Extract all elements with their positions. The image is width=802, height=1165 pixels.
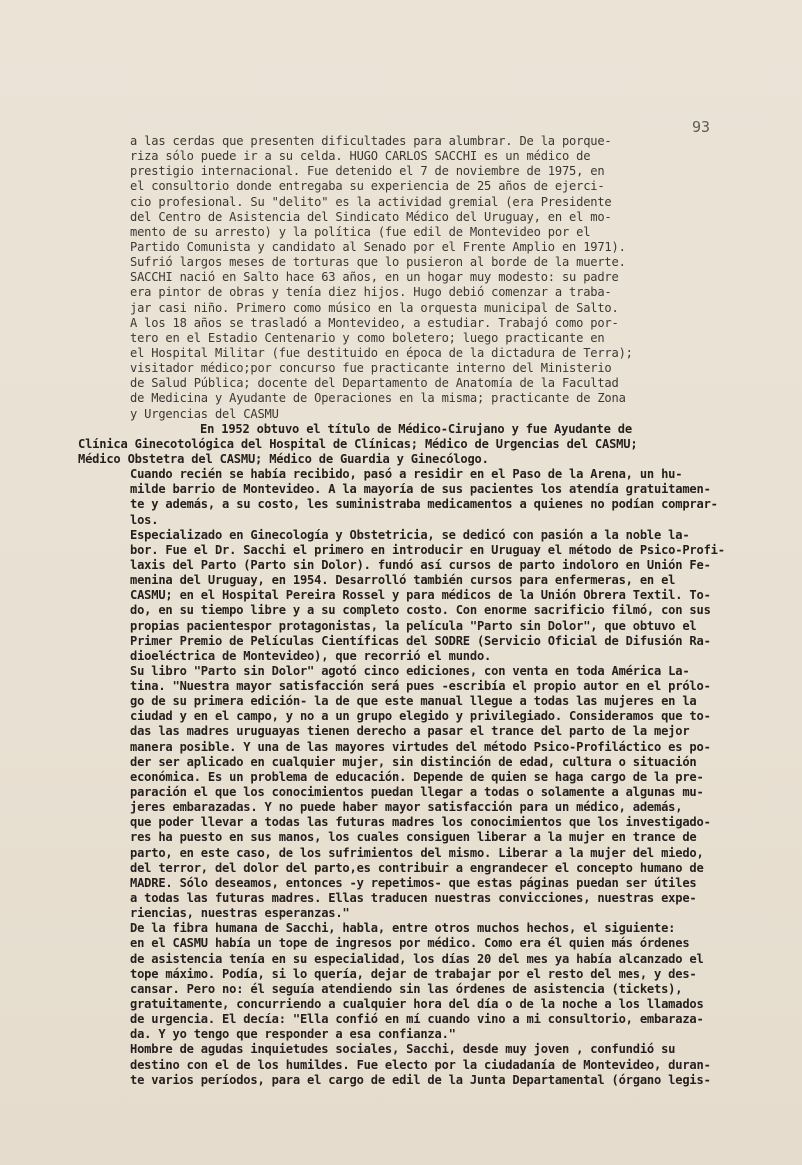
text-line: te y además, a su costo, les suministraba medicamentos a quienes no podían comprar- (130, 497, 718, 512)
text-line: era pintor de obras y tenía diez hijos. Hugo debió comenzar a traba- (130, 285, 612, 300)
text-line: milde barrio de Montevideo. A la mayoría de sus pacientes los atendía gratuitamen- (130, 482, 711, 497)
text-line: laxis del Parto (Parto sin Dolor). fundó así cursos de parto indoloro en Unión Fe- (130, 557, 711, 572)
text-line: der ser aplicado en cualquier mujer, sin distinción de edad, cultura o situación (130, 754, 697, 769)
text-line: gratuitamente, concurriendo a cualquier hora del día o de la noche a los llamados (130, 997, 704, 1012)
body-text (78, 134, 782, 1088)
text-line: Hombre de agudas inquietudes sociales, Sacchi, desde muy joven , confundió su (130, 1042, 676, 1057)
text-line: Sufrió largos meses de torturas que lo pusieron al borde de la muerte. (130, 255, 626, 270)
text-line: menina del Uruguay, en 1954. Desarrolló también cursos para enfermeras, en el (130, 573, 676, 588)
text-line: el Hospital Militar (fue destituido en época de la dictadura de Terra); (130, 345, 633, 360)
text-line: parto, en este caso, de los sufrimientos del mismo. Liberar a la mujer del miedo, (130, 845, 704, 860)
text-line: el consultorio donde entregaba su experiencia de 25 años de ejerci- (130, 179, 605, 194)
text-line: prestigio internacional. Fue detenido el 7 de noviembre de 1975, en (130, 164, 605, 179)
text-line: da. Y yo tengo que responder a esa confianza." (130, 1027, 456, 1042)
text-line: los. (130, 512, 159, 527)
text-line: visitador médico;por concurso fue practicante interno del Ministerio (130, 361, 612, 376)
text-line: De la fibra humana de Sacchi, habla, entre otros muchos hechos, el siguiente: (130, 921, 676, 936)
text-line: jeres embarazadas. Y no puede haber mayor satisfacción para un médico, además, (130, 800, 683, 815)
paragraph (130, 134, 782, 422)
text-line: cio profesional. Su "delito" es la actividad gremial (era Presidente (130, 194, 612, 209)
text-line: Primer Premio de Películas Científicas del SODRE (Servicio Oficial de Difusión Ra- (130, 633, 711, 648)
text-line: que poder llevar a todas las futuras madres los conocimientos que los investigado- (130, 815, 711, 830)
text-line: mento de su arresto) y la política (fue edil de Montevideo por el (130, 224, 591, 239)
text-line: Médico Obstetra del CASMU; Médico de Guardia y Ginecólogo. (78, 451, 489, 466)
text-line: do, en su tiempo libre y a su completo costo. Con enorme sacrificio filmó, con sus (130, 603, 711, 618)
text-line: tero en el Estadio Centenario y como boletero; luego practicante en (130, 330, 605, 345)
text-line: de Salud Pública; docente del Departamento de Anatomía de la Facultad (130, 376, 619, 391)
text-line: en el CASMU había un tope de ingresos por médico. Como era él quien más órdenes (130, 936, 690, 951)
text-line: paración el que los conocimientos puedan llegar a todas o solamente a algunas mu- (130, 785, 704, 800)
text-line: destino con el de los humildes. Fue electo por la ciudadanía de Montevideo, duran- (130, 1057, 711, 1072)
text-line: riza sólo puede ir a su celda. HUGO CARLOS SACCHI es un médico de (130, 149, 591, 164)
text-line: das las madres uruguayas tienen derecho a pasar el trance del parto de la mejor (130, 724, 690, 739)
text-line: de asistencia tenía en su especialidad, los días 20 del mes ya había alcanzado el (130, 951, 704, 966)
text-line: de Medicina y Ayudante de Operaciones en la misma; practicante de Zona (130, 391, 626, 406)
text-line: Su libro "Parto sin Dolor" agotó cinco ediciones, con venta en toda América La- (130, 663, 690, 678)
text-line: económica. Es un problema de educación. Depende de quien se haga cargo de la pre- (130, 769, 704, 784)
text-line: tina. "Nuestra mayor satisfacción será pues -escribía el propio autor en el prólo- (130, 679, 711, 694)
text-line: Cuando recién se había recibido, pasó a residir en el Paso de la Arena, un hu- (130, 467, 683, 482)
text-line: propias pacientespor protagonistas, la película "Parto sin Dolor", que obtuvo el (130, 618, 697, 633)
text-line: go de su primera edición- la de que este manual llegue a todas las mujeres en la (130, 694, 697, 709)
text-line: dioeléctrica de Montevideo), que recorrió el mundo. (130, 648, 492, 663)
text-line: Partido Comunista y candidato al Senado por el Frente Amplio en 1971). (130, 239, 626, 254)
text-line: del terror, del dolor del parto,es contribuir a engrandecer el concepto humano de (130, 860, 704, 875)
text-line: de urgencia. El decía: "Ella confió en mí cuando vino a mi consultorio, embaraza- (130, 1012, 704, 1027)
text-line: del Centro de Asistencia del Sindicato Médico del Uruguay, en el mo- (130, 209, 612, 224)
text-line: A los 18 años se trasladó a Montevideo, a estudiar. Trabajó como por- (130, 315, 619, 330)
paragraph (78, 436, 782, 467)
text-line: manera posible. Y una de las mayores virtudes del método Psico-Profiláctico es po- (130, 739, 711, 754)
text-line: cansar. Pero no: él seguía atendiendo sin las órdenes de asistencia (tickets), (130, 981, 683, 996)
text-line: riencias, nuestras esperanzas." (130, 906, 350, 921)
page-number: 93 (692, 118, 711, 136)
text-line: CASMU; en el Hospital Pereira Rossel y para médicos de la Unión Obrera Textil. To- (130, 588, 711, 603)
text-line: a las cerdas que presenten dificultades para alumbrar. De la porque- (130, 134, 612, 148)
text-line: jar casi niño. Primero como músico en la orquesta municipal de Salto. (130, 300, 619, 315)
text-line: ciudad y en el campo, y no a un grupo elegido y privilegiado. Consideramos que to- (130, 709, 711, 724)
text-line: a todas las futuras madres. Ellas traducen nuestras convicciones, nuestras expe- (130, 891, 697, 906)
text-line: bor. Fue el Dr. Sacchi el primero en introducir en Uruguay el método de Psico-Profi- (130, 542, 725, 557)
paragraph (130, 422, 782, 437)
paragraph (130, 467, 782, 1088)
text-line: y Urgencias del CASMU (130, 406, 279, 421)
text-line: tope máximo. Podía, si lo quería, dejar de trabajar por el resto del mes, y des- (130, 966, 697, 981)
text-line: te varios períodos, para el cargo de edil de la Junta Departamental (órgano legis- (130, 1072, 711, 1087)
text-line: res ha puesto en sus manos, los cuales consiguen liberar a la mujer en trance de (130, 830, 697, 845)
text-line: Especializado en Ginecología y Obstetricia, se dedicó con pasión a la noble la- (130, 527, 690, 542)
text-line: Clínica Ginecotológica del Hospital de Clínicas; Médico de Urgencias del CASMU; (78, 436, 638, 451)
text-line: En 1952 obtuvo el título de Médico-Cirujano y fue Ayudante de (200, 421, 632, 436)
text-line: SACCHI nació en Salto hace 63 años, en un hogar muy modesto: su padre (130, 270, 619, 285)
text-line: MADRE. Sólo deseamos, entonces -y repetimos- que estas páginas puedan ser útiles (130, 875, 697, 890)
